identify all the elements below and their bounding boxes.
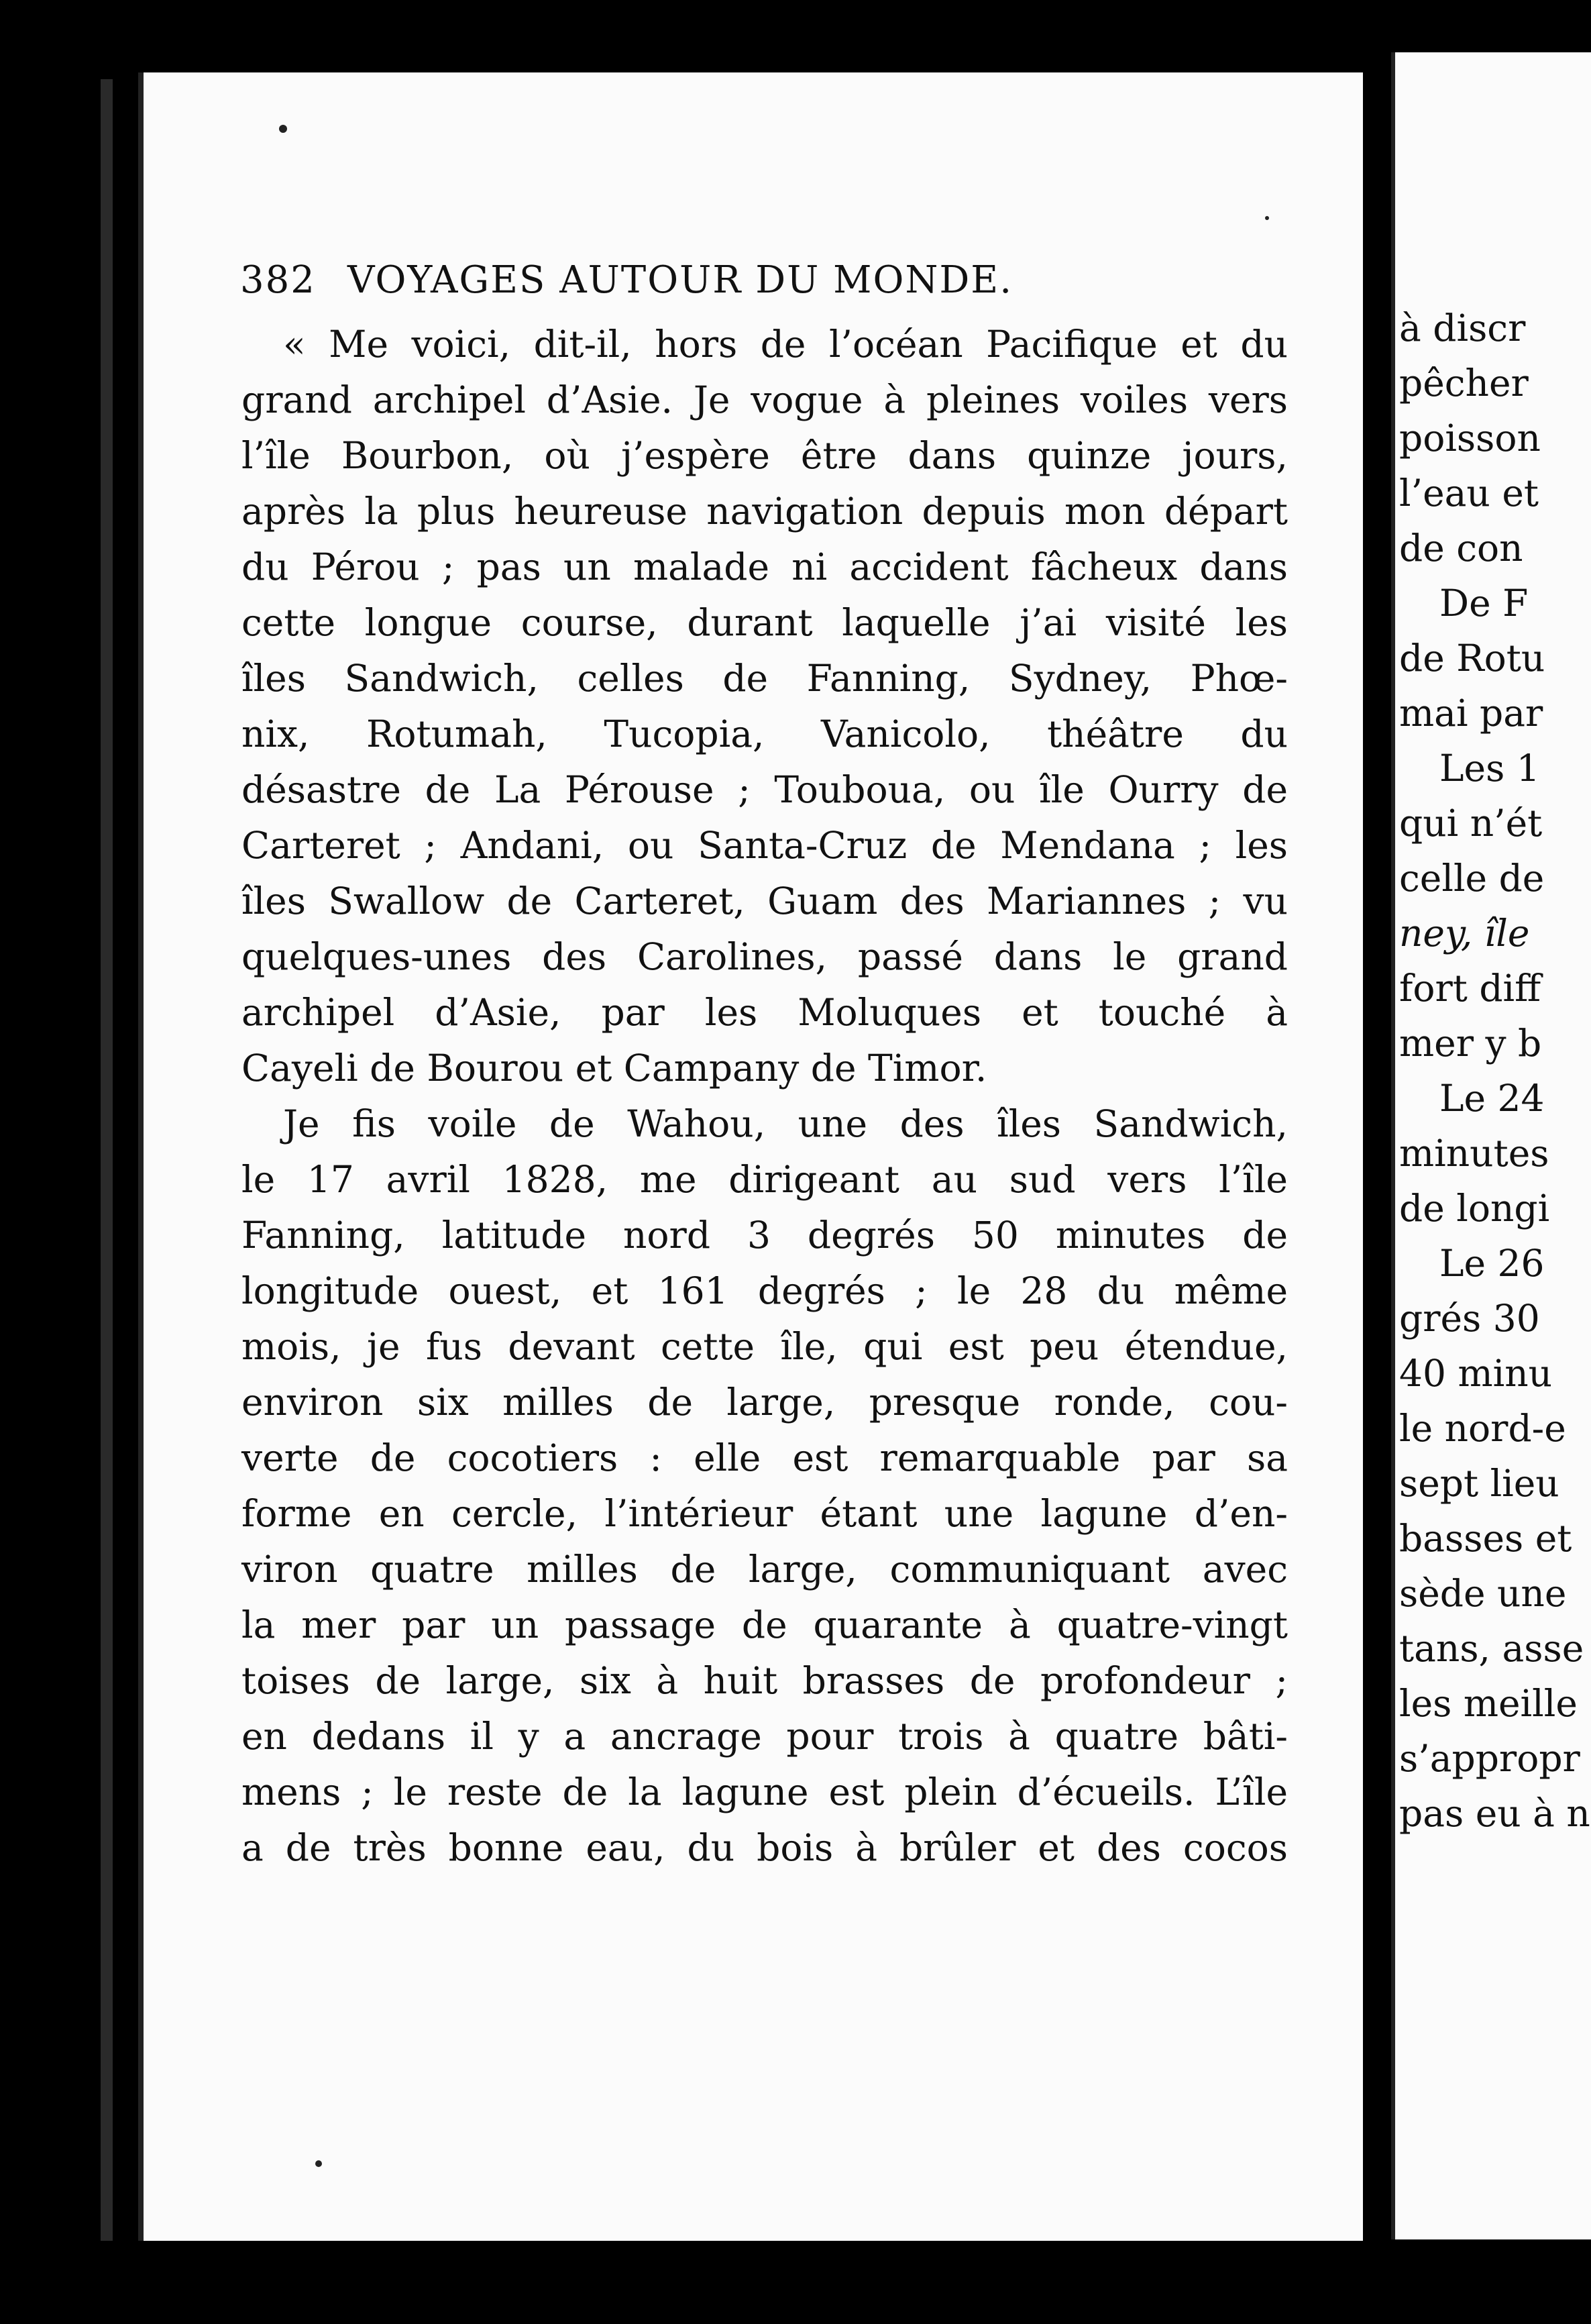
text-line: ney, île — [1399, 912, 1530, 955]
text-line: archipel d’Asie, par les Moluques et touché à — [241, 991, 1288, 1034]
text-line: de Rotu — [1399, 637, 1545, 680]
text-line: de con — [1399, 527, 1523, 570]
text-line: s’appropr — [1399, 1737, 1580, 1780]
scan-speck — [315, 2160, 322, 2167]
text-line: environ six milles de large, presque ronde, cou- — [241, 1381, 1288, 1424]
book-gutter — [101, 79, 113, 2241]
text-line: du Pérou ; pas un malade ni accident fâcheux dans — [241, 545, 1288, 588]
text-line: l’eau et — [1399, 472, 1539, 515]
text-line: après la plus heureuse navigation depuis mon départ — [241, 490, 1288, 533]
text-line: Les 1 — [1439, 747, 1540, 790]
text-line: désastre de La Pérouse ; Touboua, ou île Ourry de — [241, 768, 1288, 811]
text-line: pêcher — [1399, 362, 1529, 405]
text-line: celle de — [1399, 857, 1545, 900]
text-line: viron quatre milles de large, communiquant avec — [241, 1548, 1288, 1591]
running-title: VOYAGES AUTOUR DU MONDE. — [347, 258, 1013, 302]
text-line: sède une — [1399, 1572, 1567, 1615]
text-line: le nord-e — [1399, 1407, 1566, 1450]
text-line: basses et — [1399, 1517, 1572, 1560]
right-page-text — [1399, 301, 1591, 1841]
text-line: en dedans il y a ancrage pour trois à quatre bâti- — [241, 1715, 1288, 1758]
text-line: nix, Rotumah, Tucopia, Vanicolo, théâtre du — [241, 712, 1288, 755]
text-line: l’île Bourbon, où j’espère être dans quinze jours, — [241, 434, 1288, 477]
text-line: verte de cocotiers : elle est remarquable par sa — [241, 1436, 1288, 1479]
text-line: Fanning, latitude nord 3 degrés 50 minutes de — [241, 1214, 1288, 1257]
text-line: le 17 avril 1828, me dirigeant au sud vers l’île — [241, 1158, 1288, 1201]
text-line: 40 minu — [1399, 1352, 1553, 1395]
text-line: tans, asse — [1399, 1627, 1584, 1670]
text-line: Je fis voile de Wahou, une des îles Sandwich, — [283, 1102, 1288, 1145]
text-line: mois, je fus devant cette île, qui est peu étendue, — [241, 1325, 1288, 1368]
text-line: « Me voici, dit-il, hors de l’océan Pacifique et du — [283, 323, 1288, 366]
text-line: la mer par un passage de quarante à quatre-vingt — [241, 1603, 1288, 1646]
text-line: grand archipel d’Asie. Je vogue à pleines voiles vers — [241, 378, 1288, 421]
text-line: mer y b — [1399, 1022, 1542, 1065]
text-line: qui n’ét — [1399, 802, 1543, 845]
text-line: grés 30 — [1399, 1297, 1540, 1340]
text-line: à discr — [1399, 307, 1526, 350]
text-line: sept lieu — [1399, 1462, 1559, 1505]
text-line: Carteret ; Andani, ou Santa-Cruz de Mendana ; les — [241, 824, 1288, 867]
text-line: a de très bonne eau, du bois à brûler et des cocos — [241, 1826, 1288, 1869]
page-number: 382 — [240, 258, 316, 302]
left-page-text — [241, 317, 1288, 1876]
text-line: cette longue course, durant laquelle j’ai visité les — [241, 601, 1288, 644]
text-line: fort diff — [1399, 967, 1541, 1010]
text-line: Le 24 — [1439, 1077, 1545, 1120]
text-line: Le 26 — [1439, 1242, 1545, 1285]
text-line: mens ; le reste de la lagune est plein d’écueils. L’île — [241, 1771, 1288, 1813]
scan-speck — [279, 125, 287, 133]
text-line: forme en cercle, l’intérieur étant une lagune d’en- — [241, 1492, 1288, 1535]
text-line: quelques-unes des Carolines, passé dans le grand — [241, 935, 1288, 978]
text-line: toises de large, six à huit brasses de profondeur ; — [241, 1659, 1288, 1702]
text-line: de longi — [1399, 1187, 1550, 1230]
text-line: îles Swallow de Carteret, Guam des Mariannes ; vu — [241, 880, 1288, 922]
text-line: mai par — [1399, 692, 1543, 735]
text-line: longitude ouest, et 161 degrés ; le 28 du même — [241, 1269, 1288, 1312]
text-line: les meille — [1399, 1682, 1578, 1725]
text-line: îles Sandwich, celles de Fanning, Sydney, Phœ- — [241, 657, 1288, 700]
text-line: Cayeli de Bourou et Campany de Timor. — [241, 1047, 987, 1090]
text-line: poisson — [1399, 417, 1541, 460]
running-head — [240, 254, 1126, 307]
text-line: minutes — [1399, 1132, 1549, 1175]
text-line: De F — [1439, 582, 1529, 625]
scan-speck — [1265, 216, 1269, 220]
text-line: pas eu à n — [1399, 1792, 1590, 1835]
